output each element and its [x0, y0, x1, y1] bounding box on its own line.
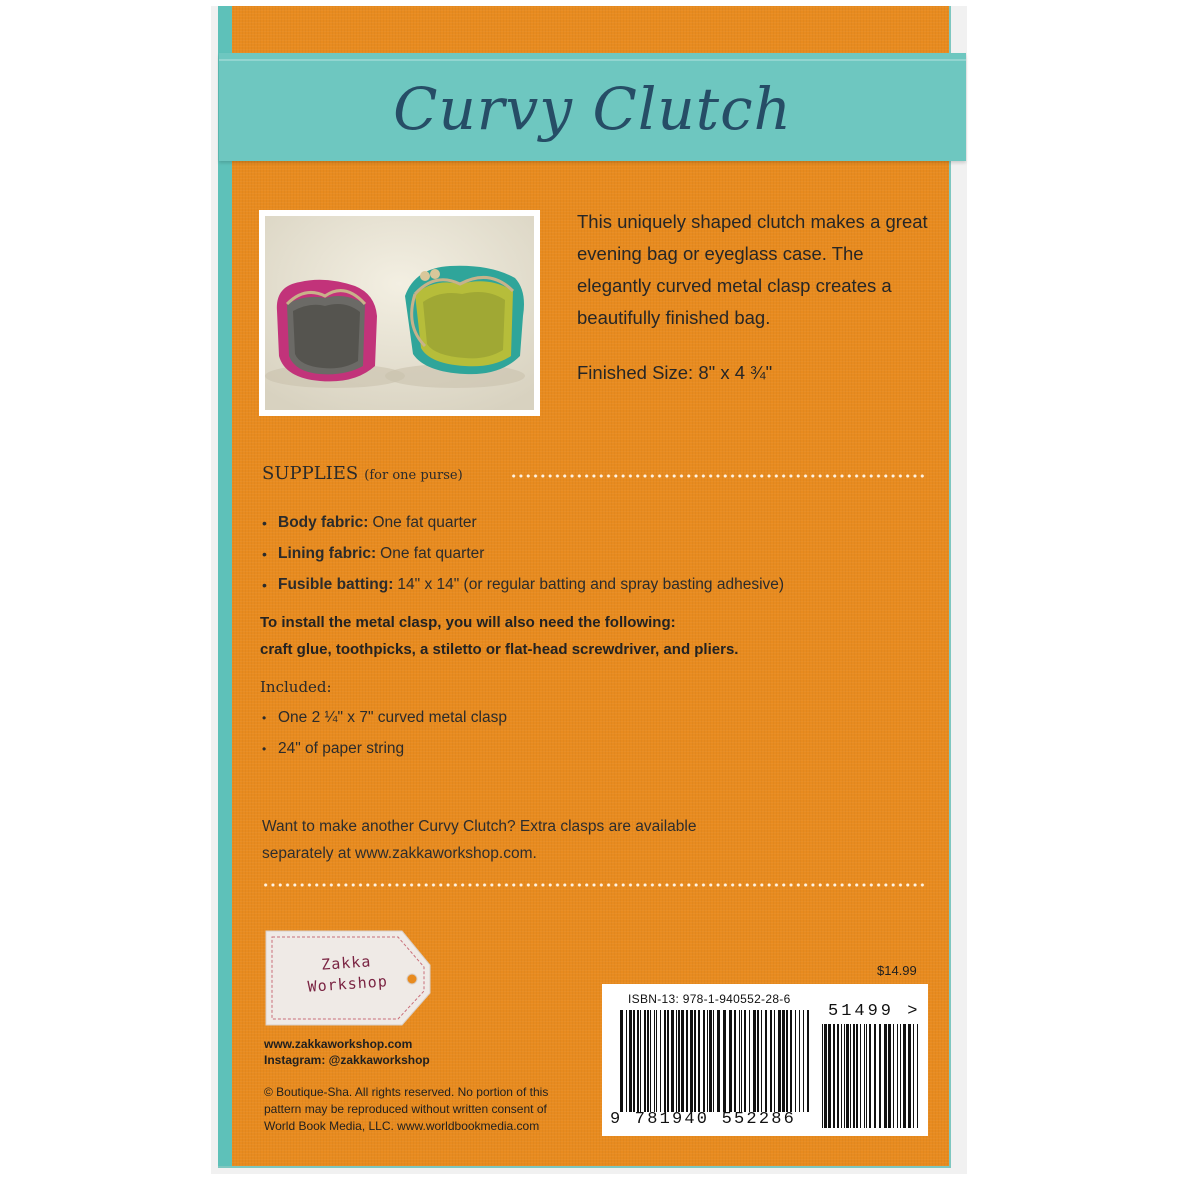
barcode-main-bars [620, 1010, 810, 1112]
item-label: Body fabric: [278, 513, 369, 531]
list-item [262, 702, 507, 733]
barcode-bar [900, 1024, 901, 1128]
barcode-bar [828, 1024, 831, 1128]
list-item [262, 538, 784, 569]
page-title: Curvy Clutch [393, 75, 792, 143]
barcode-bar [844, 1024, 845, 1128]
barcode-bar [694, 1010, 696, 1112]
title-band [219, 53, 966, 161]
item-text: One fat quarter [380, 544, 485, 562]
bullet-icon: • [262, 576, 267, 593]
barcode-bar [856, 1024, 858, 1128]
barcode-digits: 9 781940 552286 [610, 1110, 797, 1129]
included-list [262, 702, 507, 764]
barcode-bar [703, 1010, 705, 1112]
clasp-note-line-2: craft glue, toothpicks, a stiletto or flat-head screwdriver, and pliers. [260, 641, 739, 658]
barcode-bar [795, 1010, 796, 1112]
barcode-bar [765, 1010, 767, 1112]
list-item [262, 569, 784, 600]
isbn-barcode [602, 984, 928, 1136]
barcode-bar [667, 1010, 669, 1112]
barcode-bar [790, 1010, 792, 1112]
extra-clasps-note [262, 813, 782, 867]
dotted-divider [510, 474, 926, 478]
clasp-note-line-1: To install the metal clasp, you will also need the following: [260, 614, 676, 631]
barcode-bar [686, 1010, 688, 1112]
item-text: 14" x 14" (or regular batting and spray basting adhesive) [397, 575, 785, 593]
barcode-bar [749, 1010, 750, 1112]
barcode-bar [709, 1010, 712, 1112]
side-strip [218, 6, 232, 1166]
barcode-bar [650, 1010, 651, 1112]
barcode-bar [664, 1010, 666, 1112]
addon-digits: 51499 > [828, 1002, 921, 1021]
barcode-bar [860, 1024, 861, 1128]
isbn-text: ISBN-13: 978-1-940552-28-6 [628, 992, 791, 1006]
barcode-bar [807, 1010, 809, 1112]
barcode-bar [853, 1024, 855, 1128]
extra-note-line-2: separately at www.zakkaworkshop.com. [262, 845, 537, 862]
barcode-bar [917, 1024, 918, 1128]
barcode-bar [757, 1010, 759, 1112]
supplies-heading [262, 463, 463, 484]
barcode-bar [713, 1010, 714, 1112]
brand-links [264, 1036, 430, 1068]
barcode-bar [864, 1024, 865, 1128]
barcode-bar [620, 1010, 623, 1112]
extra-note-line-1: Want to make another Curvy Clutch? Extra clasps are available [262, 818, 697, 835]
barcode-bar [850, 1024, 851, 1128]
barcode-bar [676, 1010, 677, 1112]
barcode-bar [640, 1010, 641, 1112]
barcode-bar [879, 1024, 881, 1128]
barcode-bar [869, 1024, 871, 1128]
barcode-bar [698, 1010, 700, 1112]
barcode-bar [626, 1010, 627, 1112]
barcode-bar [774, 1010, 775, 1112]
barcode-bar [654, 1010, 655, 1112]
barcode-bar [897, 1024, 898, 1128]
barcode-bar [741, 1010, 742, 1112]
barcode-bar [690, 1010, 693, 1112]
bullet-icon: • [262, 514, 267, 531]
barcode-bar [770, 1010, 772, 1112]
barcode-bar [647, 1010, 649, 1112]
instagram-handle: Instagram: @zakkaworkshop [264, 1053, 430, 1067]
barcode-bar [778, 1010, 781, 1112]
barcode-bar [729, 1010, 732, 1112]
barcode-bar [723, 1010, 726, 1112]
zakka-workshop-logo-tag [264, 929, 434, 1033]
item-label: Fusible batting: [278, 575, 394, 593]
barcode-bar [824, 1024, 827, 1128]
clasp-tools-note [260, 609, 940, 663]
barcode-bar [633, 1010, 635, 1112]
barcode-bar [841, 1024, 842, 1128]
item-text: One 2 ¼" x 7" curved metal clasp [278, 708, 507, 726]
barcode-addon-bars [822, 1024, 920, 1128]
barcode-bar [744, 1010, 746, 1112]
bullet-icon: • [262, 545, 267, 562]
barcode-bar [660, 1010, 661, 1112]
tag-line-2: Workshop [307, 972, 389, 996]
copyright-line-3: World Book Media, LLC. www.worldbookmedia.com [264, 1119, 540, 1133]
barcode-bar [833, 1024, 835, 1128]
barcode-bar [629, 1010, 632, 1112]
product-description: This uniquely shaped clutch makes a great evening bag or eyeglass case. The elegantly curved metal clasp creates a beautifully finished bag. [577, 211, 928, 328]
copyright-line-2: pattern may be reproduced without written consent of [264, 1102, 547, 1116]
barcode-bar [707, 1010, 708, 1112]
supplies-heading-sub: (for one purse) [364, 468, 463, 483]
barcode-bar [822, 1024, 823, 1128]
copyright-notice [264, 1084, 584, 1135]
finished-size: Finished Size: 8" x 4 ¾" [577, 362, 773, 383]
barcode-bar [846, 1024, 849, 1128]
barcode-bar [717, 1010, 720, 1112]
item-label: Lining fabric: [278, 544, 377, 562]
included-heading: Included: [260, 678, 332, 696]
barcode-bar [913, 1024, 914, 1128]
bullet-icon: • [262, 741, 267, 756]
barcode-bar [786, 1010, 788, 1112]
barcode-bar [644, 1010, 646, 1112]
barcode-bar [656, 1010, 657, 1112]
barcode-bar [782, 1010, 785, 1112]
barcode-bar [903, 1024, 906, 1128]
barcode-bar [803, 1010, 804, 1112]
barcode-bar [908, 1024, 911, 1128]
list-item [262, 507, 784, 538]
dotted-divider [262, 883, 926, 887]
barcode-bar [739, 1010, 740, 1112]
barcode-bar [678, 1010, 680, 1112]
barcode-bar [637, 1010, 639, 1112]
item-text: One fat quarter [372, 513, 477, 531]
supplies-list [262, 507, 784, 600]
barcode-bar [866, 1024, 867, 1128]
product-photo [259, 210, 540, 416]
barcode-bar [761, 1010, 762, 1112]
item-text: 24" of paper string [278, 739, 405, 757]
barcode-bar [734, 1010, 736, 1112]
price-label: $14.99 [877, 963, 917, 978]
barcode-bar [884, 1024, 887, 1128]
barcode-bar [893, 1024, 894, 1128]
clutch-photo-image [265, 216, 534, 410]
tag-line-1: Zakka [320, 952, 372, 974]
barcode-bar [874, 1024, 876, 1128]
barcode-bar [681, 1010, 684, 1112]
supplies-heading-text: SUPPLIES [262, 463, 359, 484]
bullet-icon: • [262, 710, 267, 725]
barcode-bar [671, 1010, 674, 1112]
barcode-bar [799, 1010, 800, 1112]
list-item [262, 733, 507, 764]
barcode-bar [837, 1024, 839, 1128]
copyright-line-1: © Boutique-Sha. All rights reserved. No portion of this [264, 1085, 549, 1099]
barcode-bar [888, 1024, 891, 1128]
website-link[interactable]: www.zakkaworkshop.com [264, 1037, 413, 1051]
barcode-bar [753, 1010, 756, 1112]
